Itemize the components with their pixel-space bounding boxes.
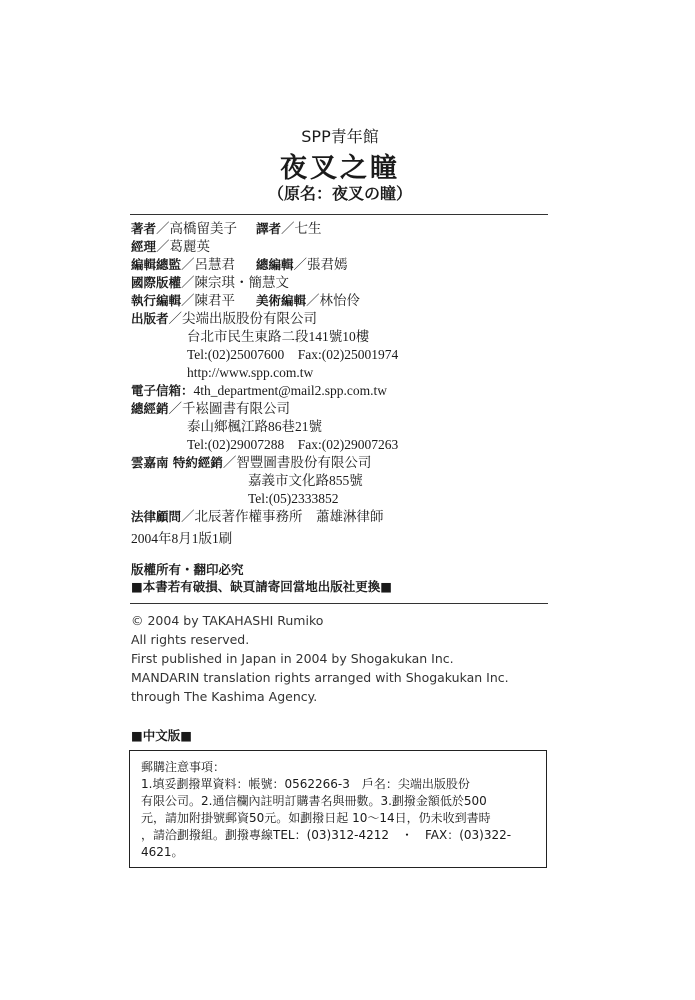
general-editor-label: 總編輯: [256, 257, 294, 272]
author-label: 著者: [131, 221, 157, 236]
art-editor-label: 美術編輯: [256, 293, 307, 308]
book-title: 夜叉之瞳: [280, 153, 400, 184]
all-rights-line: All rights reserved.: [131, 632, 250, 647]
general-editor-value: ／張君嫣: [293, 257, 348, 272]
intl-rights-label: 國際版權: [131, 275, 182, 290]
notice-line-2: 有限公司。2.通信欄內註明訂購書名與冊數。3.劃撥金額低於500: [141, 794, 487, 808]
manager-label: 經理: [131, 239, 157, 254]
email-label: 電子信箱：: [131, 383, 194, 398]
chinese-edition-label: ■中文版■: [131, 728, 193, 743]
edition-info: 2004年8月1版1刷: [131, 531, 233, 546]
notice-line-4: ，請洽劃撥組。劃撥專線TEL：(03)312-4212 ・ FAX：(03)322-: [141, 828, 512, 842]
exec-editor-value: ／陳君平: [181, 293, 236, 308]
regional-phone: Tel:(05)2333852: [248, 491, 339, 506]
credit-distributor-row: [131, 400, 290, 418]
author-value: ／高橋留美子: [156, 221, 238, 236]
legal-label: 法律顧問: [131, 509, 182, 524]
first-published-line: First published in Japan in 2004 by Shogakukan Inc.: [131, 651, 454, 666]
chief-editor-label: 編輯總監: [131, 257, 182, 272]
agency-line: through The Kashima Agency.: [131, 689, 318, 704]
translator-value: ／七生: [281, 221, 322, 236]
publisher-value: ／尖端出版股份有限公司: [168, 311, 318, 326]
credit-translator-row: [256, 220, 322, 238]
legal-value: ／北辰著作權事務所 蕭雄淋律師: [181, 509, 384, 524]
credit-legal-row: [131, 508, 384, 526]
distributor-label: 總經銷: [131, 401, 169, 416]
regional-value: ／智豐圖書股份有限公司: [222, 455, 372, 470]
original-title: （原名：夜叉の瞳）: [267, 184, 412, 203]
notice-title: 郵購注意事項：: [141, 760, 226, 774]
credit-regional-row: [131, 454, 371, 472]
credit-author-row: [131, 220, 237, 238]
email-value: 4th_department@mail2.spp.com.tw: [193, 383, 388, 398]
regional-label: 雲嘉南 特約經銷: [131, 455, 223, 470]
chief-editor-value: ／呂慧君: [181, 257, 236, 272]
publisher-phone: Tel:(02)25007600 Fax:(02)25001974: [187, 347, 399, 362]
translation-rights-line: MANDARIN translation rights arranged with Shogakukan Inc.: [131, 670, 509, 685]
credit-art-editor-row: [256, 292, 360, 310]
distributor-phone: Tel:(02)29007288 Fax:(02)29007263: [187, 437, 399, 452]
intl-rights-value: ／陳宗琪・簡慧文: [181, 275, 290, 290]
distributor-value: ／千崧圖書有限公司: [168, 401, 291, 416]
credit-exec-editor-row: [131, 292, 235, 310]
credit-intl-rights-row: [131, 274, 289, 292]
credit-email-row: [131, 382, 387, 400]
exec-editor-label: 執行編輯: [131, 293, 182, 308]
credit-manager-row: [131, 238, 210, 256]
credit-publisher-row: [131, 310, 317, 328]
divider-middle: [130, 603, 548, 604]
publisher-website: http://www.spp.com.tw: [187, 365, 314, 380]
manager-value: ／葛麗英: [156, 239, 211, 254]
mail-order-notice: [129, 750, 547, 868]
publisher-address: 台北市民生東路二段141號10樓: [187, 329, 370, 344]
series-name: SPP青年館: [301, 127, 379, 146]
notice-line-1: 1.填妥劃撥單資料：帳號：0562266-3 戶名：尖端出版股份: [141, 777, 470, 791]
translator-label: 譯者: [256, 221, 282, 236]
art-editor-value: ／林怡伶: [306, 293, 361, 308]
copyright-line: © 2004 by TAKAHASHI Rumiko: [131, 613, 324, 628]
divider-top: [130, 214, 548, 215]
regional-address: 嘉義市文化路855號: [248, 473, 363, 488]
credit-chief-editor-row: [131, 256, 235, 274]
publisher-label: 出版者: [131, 311, 169, 326]
notice-line-3: 元，請加附掛號郵資50元。如劃撥日起 10～14日，仍未收到書時: [141, 811, 491, 825]
distributor-address: 泰山鄉楓江路86巷21號: [187, 419, 322, 434]
credit-general-editor-row: [256, 256, 348, 274]
notice-line-5: 4621。: [141, 845, 184, 859]
damage-notice: ■本書若有破損、缺頁請寄回當地出版社更換■: [131, 579, 393, 594]
rights-reserved: 版權所有・翻印必究: [131, 562, 244, 577]
